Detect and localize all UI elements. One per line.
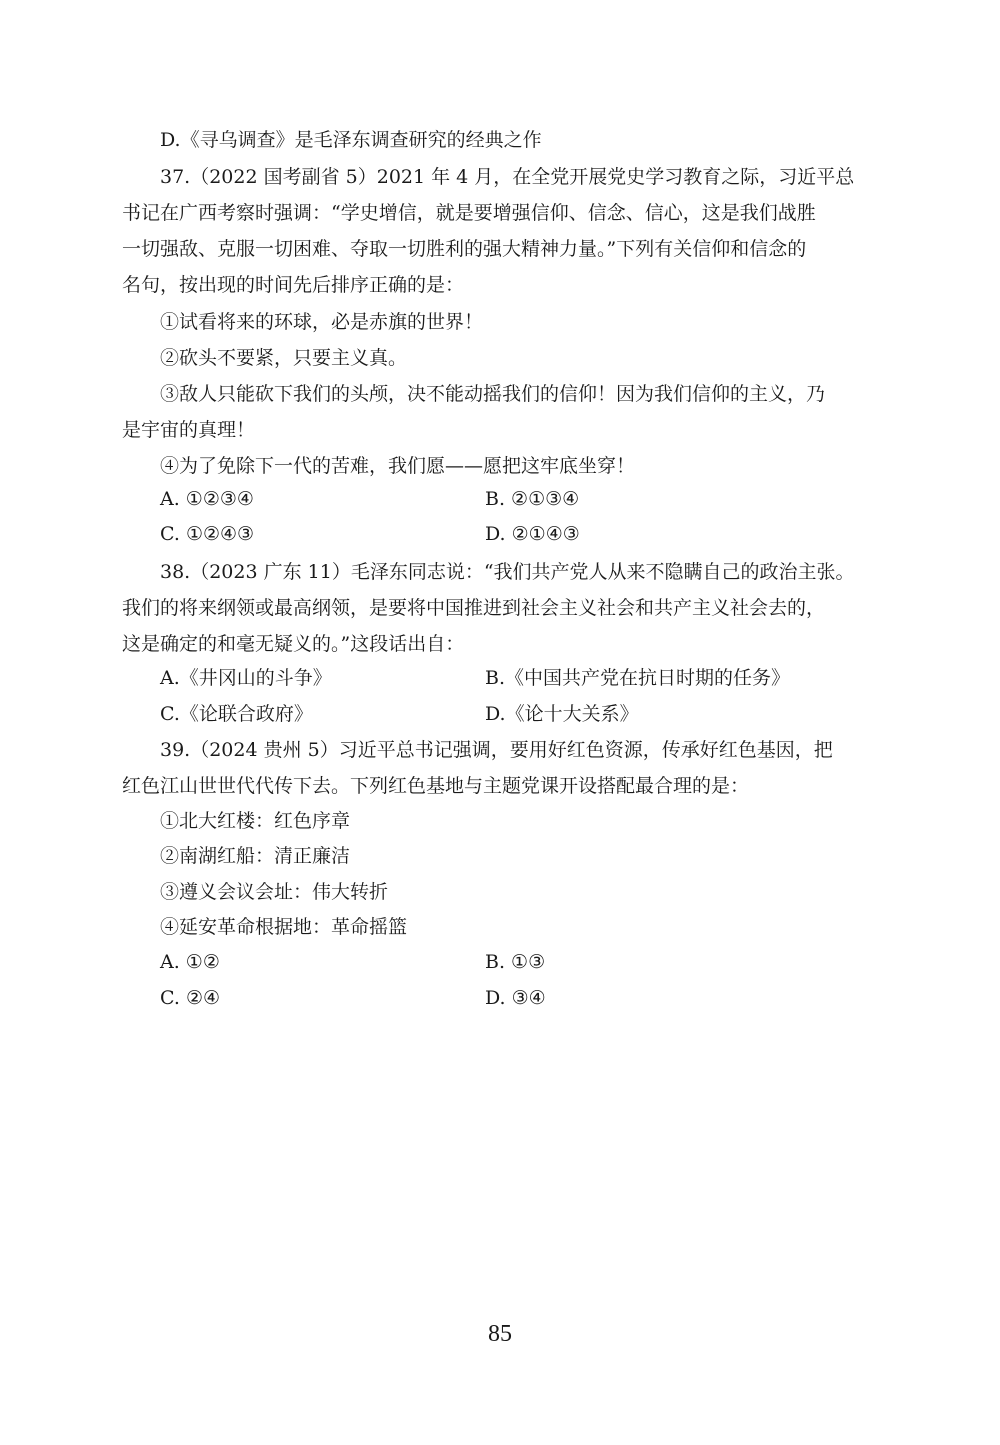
q37-stem-line-3: 一切强敌、克服一切困难、夺取一切胜利的强大精神力量。”下列有关信仰和信念的 xyxy=(122,238,807,260)
q39-stem-line-2: 红色江山世世代代传下去。下列红色基地与主题党课开设搭配最合理的是： xyxy=(122,775,750,797)
q39-item-1: ①北大红楼：红色序章 xyxy=(160,810,351,832)
q37-stem-line-2: 书记在广西考察时强调：“学史增信，就是要增强信仰、信念、信心，这是我们战胜 xyxy=(122,202,816,224)
q37-option-b: B. ②①③④ xyxy=(485,488,580,510)
q39-stem-line-1: 39.（2024 贵州 5）习近平总书记强调，要用好红色资源，传承好红色基因，把 xyxy=(160,739,833,761)
q38-stem-line-1: 38.（2023 广东 11）毛泽东同志说：“我们共产党人从来不隐瞒自己的政治主张。 xyxy=(160,561,855,583)
q38-option-c: C.《论联合政府》 xyxy=(160,703,313,725)
q37-item-2: ②砍头不要紧，只要主义真。 xyxy=(160,347,408,369)
q37-item-1: ①试看将来的环球，必是赤旗的世界！ xyxy=(160,311,484,333)
q37-option-a: A. ①②③④ xyxy=(160,488,254,510)
q39-item-4: ④延安革命根据地：革命摇篮 xyxy=(160,916,408,938)
q39-option-c: C. ②④ xyxy=(160,987,221,1009)
q37-stem-line-1: 37.（2022 国考副省 5）2021 年 4 月，在全党开展党史学习教育之际，习近平总 xyxy=(160,166,855,188)
q38-stem-line-2: 我们的将来纲领或最高纲领，是要将中国推进到社会主义社会和共产主义社会去的， xyxy=(122,597,826,619)
q39-option-b: B. ①③ xyxy=(485,951,546,973)
q39-item-2: ②南湖红船：清正廉洁 xyxy=(160,845,351,867)
q38-option-b: B.《中国共产党在抗日时期的任务》 xyxy=(485,667,791,689)
q38-stem-line-3: 这是确定的和毫无疑义的。”这段话出自： xyxy=(122,633,465,655)
q37-item-3-cont: 是宇宙的真理！ xyxy=(122,419,256,441)
q39-option-d: D. ③④ xyxy=(485,987,546,1009)
q39-item-3: ③遵义会议会址：伟大转折 xyxy=(160,881,389,903)
q39-option-a: A. ①② xyxy=(160,951,220,973)
q36-option-d: D.《寻乌调查》是毛泽东调查研究的经典之作 xyxy=(160,129,542,151)
q37-option-d: D. ②①④③ xyxy=(485,523,580,545)
q37-item-4: ④为了免除下一代的苦难，我们愿——愿把这牢底坐穿！ xyxy=(160,455,636,477)
page-number: 85 xyxy=(488,1321,512,1347)
q38-option-d: D.《论十大关系》 xyxy=(485,703,639,725)
q37-stem-line-4: 名句，按出现的时间先后排序正确的是： xyxy=(122,274,465,296)
q38-option-a: A.《井冈山的斗争》 xyxy=(160,667,332,689)
q37-option-c: C. ①②④③ xyxy=(160,523,255,545)
q37-item-3: ③敌人只能砍下我们的头颅，决不能动摇我们的信仰！因为我们信仰的主义，乃 xyxy=(160,383,826,405)
